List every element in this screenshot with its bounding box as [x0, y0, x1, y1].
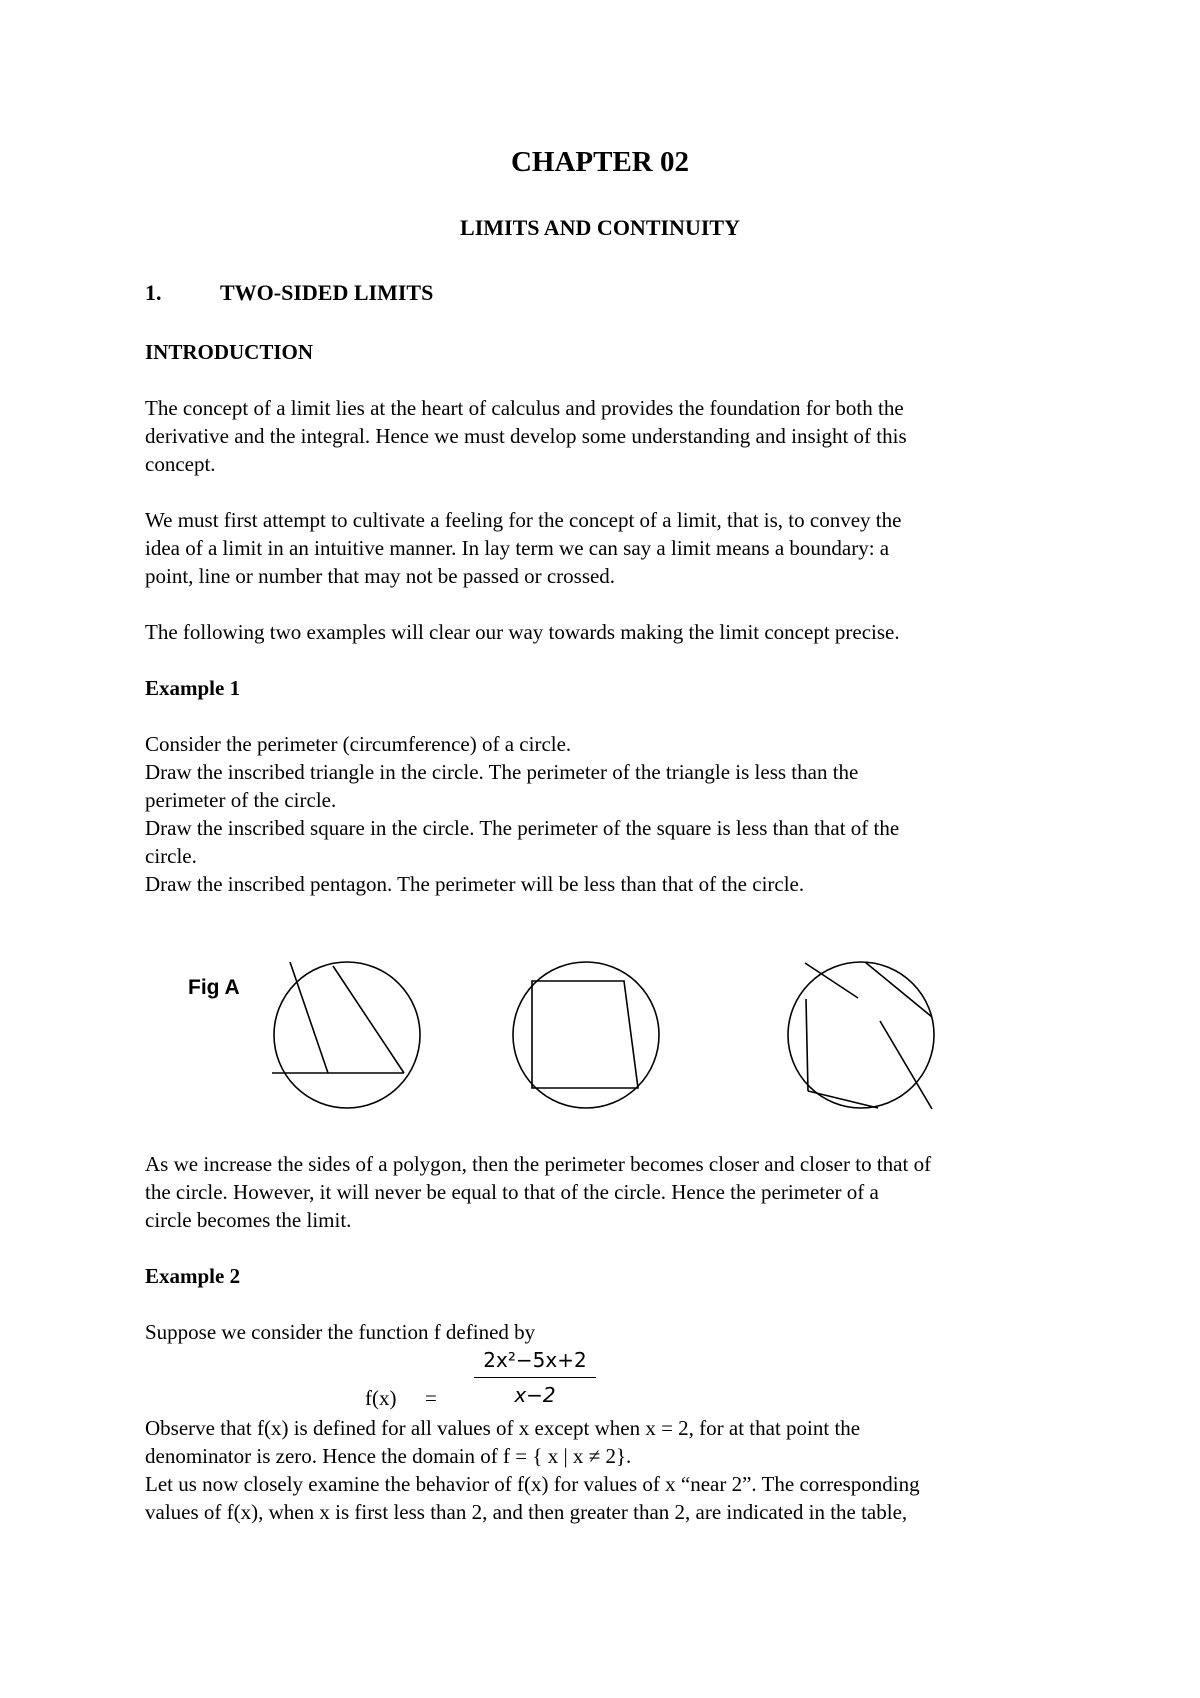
example1-line: Draw the inscribed triangle in the circle. The perimeter of the triangle is less than the: [145, 760, 859, 784]
intro-p1-line: concept.: [145, 452, 216, 476]
intro-p1-line: The concept of a limit lies at the heart of calculus and provides the foundation for both the: [145, 396, 904, 420]
circle-1: [274, 962, 420, 1108]
example1-conclusion-line: As we increase the sides of a polygon, then the perimeter becomes closer and closer to that of: [145, 1152, 932, 1176]
figure-label: Fig A: [188, 976, 240, 999]
example1-line: Draw the inscribed pentagon. The perimeter will be less than that of the circle.: [145, 872, 805, 896]
triangle-side: [290, 962, 328, 1073]
chapter-title: CHAPTER 02: [510, 146, 690, 178]
fraction-bar: [474, 1377, 596, 1378]
example1-line: Consider the perimeter (circumference) of a circle.: [145, 732, 572, 756]
formula-denominator: x−2: [514, 1383, 556, 1407]
circle-with-pentagon: [788, 962, 934, 1109]
inscribed-square: [532, 981, 638, 1088]
example1-line: circle.: [145, 844, 197, 868]
formula-numerator: 2x²−5x+2: [483, 1348, 587, 1372]
example2-line: denominator is zero. Hence the domain of f = { x | x ≠ 2}.: [145, 1444, 632, 1468]
intro-p1-line: derivative and the integral. Hence we must develop some understanding and insight of this: [145, 424, 907, 448]
pentagon-side: [806, 999, 808, 1091]
example2-line: Observe that f(x) is defined for all values of x except when x = 2, for at that point the: [145, 1416, 861, 1440]
chapter-subtitle: LIMITS AND CONTINUITY: [460, 215, 740, 240]
example2-line: values of f(x), when x is first less than 2, and then greater than 2, are indicated in the table,: [145, 1500, 908, 1524]
triangle-side: [333, 966, 404, 1073]
intro-p2-line: We must first attempt to cultivate a feeling for the concept of a limit, that is, to convey the: [145, 508, 902, 532]
example1-line: perimeter of the circle.: [145, 788, 337, 812]
circle-with-square: [513, 962, 659, 1108]
intro-p2-line: idea of a limit in an intuitive manner. In lay term we can say a limit means a boundary: a: [145, 536, 890, 560]
formula-lhs: f(x): [365, 1386, 397, 1410]
circle-with-triangle: [272, 962, 420, 1108]
section-title: TWO-SIDED LIMITS: [220, 280, 434, 305]
example1-conclusion-line: circle becomes the limit.: [145, 1208, 352, 1232]
example2-intro: Suppose we consider the function f defined by: [145, 1320, 536, 1344]
pentagon-side: [865, 962, 932, 1017]
example2-heading: Example 2: [145, 1264, 241, 1288]
pentagon-side: [880, 1021, 932, 1109]
example2-line: Let us now closely examine the behavior of f(x) for values of x “near 2”. The corresponding: [145, 1472, 920, 1496]
formula-equals: =: [425, 1386, 437, 1410]
intro-p3: The following two examples will clear our way towards making the limit concept precise.: [145, 620, 900, 644]
example1-conclusion-line: the circle. However, it will never be equal to that of the circle. Hence the perimeter of a: [145, 1180, 879, 1204]
circle-3: [788, 962, 934, 1108]
example1-line: Draw the inscribed square in the circle. The perimeter of the square is less than that of the: [145, 816, 900, 840]
section-number: 1.: [145, 280, 162, 305]
example1-heading: Example 1: [145, 676, 241, 700]
intro-p2-line: point, line or number that may not be passed or crossed.: [145, 564, 616, 588]
introduction-heading: INTRODUCTION: [145, 340, 314, 364]
figure-a-polygons: [0, 940, 1200, 1120]
